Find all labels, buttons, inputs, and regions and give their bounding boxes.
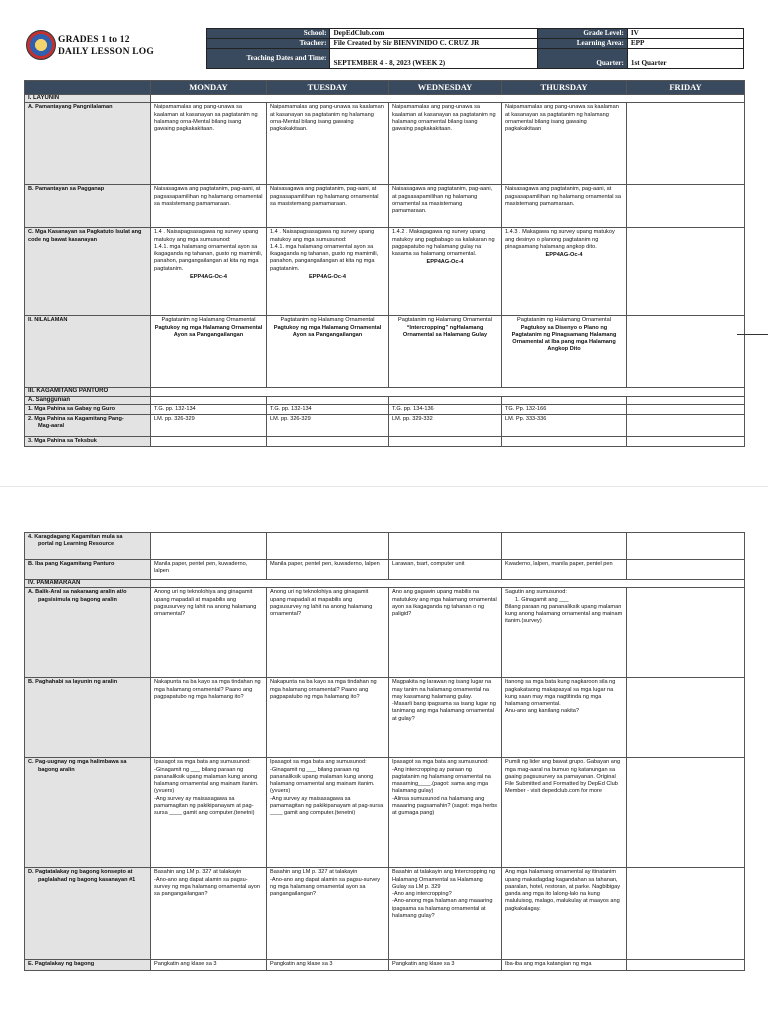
topic-title: Pagtatanim ng Halamang Ornamental <box>280 317 375 324</box>
cell-wednesday <box>389 533 502 560</box>
cell-friday <box>627 228 745 316</box>
cell-friday <box>627 758 745 868</box>
dates-label: Teaching Dates and Time: <box>207 49 330 69</box>
objective-text: 1.4.2 . Makagagawa ng survey upang matukoy ang pagbabago sa kalakaran ng pagpapatubo ng halamang gulay na kasama sa halamang ornamental. <box>392 229 495 258</box>
deped-seal-logo <box>26 30 56 60</box>
section-fill <box>151 580 745 588</box>
label-line-2: bagong aralin <box>38 766 75 773</box>
row-label <box>25 415 151 437</box>
cell-tuesday <box>267 396 389 404</box>
cell-tuesday: Naisasagawa ang pagtatanim, pag-aani, at pagsasapamilihan ng halamang ornamental sa masistemang pamamaraan. <box>267 185 389 228</box>
prompt-intro: Sagutin ang sumusunod: <box>505 589 567 596</box>
cell-tuesday <box>267 316 389 388</box>
cell-thursday: Iba-iba ang mga katangian ng mga <box>502 960 627 970</box>
objective-text: 1.4 . Naisapagsasagawa ng survey upang matukoy ang mga sumusunod: 1.4.1. mga halamang ornamental ayon sa ikagaganda ng tahanan, gusto ng mamimili, panahon, pangangailangan at kita ng mga pagtatanim. <box>154 229 263 272</box>
label-line-2: paglalahad ng bagong kasanayan #1 <box>38 876 136 883</box>
cell-friday <box>627 437 745 447</box>
cell-monday: T.G. pp. 132-134 <box>151 404 267 414</box>
cell-thursday: Naipamamalas ang pang-unawa sa kaalaman at kasanayan sa pagtatanim ng halamang ornamental bilang isang gawaing pagkakakitaan <box>502 103 627 185</box>
cell-tuesday <box>267 437 389 447</box>
cell-wednesday: Pangkatin ang klase sa 3 <box>389 960 502 970</box>
row-paghahabi <box>25 678 745 758</box>
label-line-1: 4. Karagdagang Kagamitan mula sa <box>28 534 123 540</box>
objective-text: 1.4.3 . Makagawa ng survey upang matukoy ang desinyo o planong pagtatanim ng pinagsamang halamang angkop dito. <box>505 229 615 250</box>
log-header <box>24 28 744 72</box>
cell-tuesday: Pangkatin ang klase sa 3 <box>267 960 389 970</box>
cell-monday <box>151 228 267 316</box>
row-label <box>25 868 151 960</box>
topic-title: Pagtatanim ng Halamang Ornamental <box>398 317 492 324</box>
cell-tuesday: LM. pp. 326-329 <box>267 415 389 437</box>
cell-monday <box>151 533 267 560</box>
area-label: Learning Area: <box>538 39 628 49</box>
cell-friday <box>627 678 745 758</box>
cell-friday <box>627 396 745 404</box>
row-label: E. Pagtalakay ng bagong <box>25 960 151 970</box>
day-friday: FRIDAY <box>627 81 745 95</box>
row-label <box>25 588 151 678</box>
cell-thursday: Kwaderno, lalpen, manila paper, pentel pen <box>502 560 627 580</box>
cell-thursday <box>502 588 627 678</box>
cell-monday: Pangkatin ang klase sa 3 <box>151 960 267 970</box>
cell-wednesday <box>389 228 502 316</box>
area-value: EPP <box>627 39 743 49</box>
topic-title: Pagtatanim ng Halamang Ornamental <box>161 317 256 324</box>
cell-tuesday: Naipamamalas ang pang-unawa sa kaalaman at kasanayan sa pagtatanim ng halamang orna-Mental bilang isang gawaing pagkakakitaan. <box>267 103 389 185</box>
stray-rule-line <box>737 334 768 335</box>
topic-subtitle: Pagtukoy sa Disenyo o Plano ng Pagtatanim ng Pinagsamang Halamang Ornamental at Iba pang mga Halamang Angkop Dito <box>511 324 617 353</box>
cell-friday <box>627 588 745 678</box>
page-break <box>0 486 768 529</box>
row-label: C. Mga Kasanayan sa Pagkatuto Isulat ang code ng bawat kasanayan <box>25 228 151 316</box>
topic-subtitle: Pagtukoy ng mga Halamang Ornamental Ayon sa Pangangailangan <box>154 324 263 338</box>
section-kagamitan <box>25 388 745 396</box>
cell-monday: Manila paper, pentel pen, kuwaderno, lalpen <box>151 560 267 580</box>
section-label: III. KAGAMITANG PANTURO <box>25 388 151 396</box>
section-pamamaraan <box>25 580 745 588</box>
cell-wednesday: Naipamamalas ang pang-unawa sa kaalaman at kasanayan sa pagtatanim ng halamang ornamental bilang isang gawaing pagkakakitaan. <box>389 103 502 185</box>
topic-subtitle: “Intercropping” ngHalamang Ornamental sa Halamang Gulay <box>402 324 488 338</box>
brand-line-2: DAILY LESSON LOG <box>58 47 154 57</box>
cell-monday: Naipamamalas ang pang-unawa sa kaalaman at kasanayan sa pagtatanim ng halamang orna-Mental bilang isang gawaing pagkakakitaan. <box>151 103 267 185</box>
cell-wednesday <box>389 437 502 447</box>
cell-tuesday: Ipasagot sa mga bata ang sumusunod: -Ginagamit ng ___ bilang paraan ng pananaliksik upang malaman kung anong halamang ornamental ang mainam itanim.(yvuers) -Ang survey ay maisasagawa sa pamamagitan ng pakikipanayam at pag-sursa ____ gamit ang computer.(tenetni) <box>267 758 389 868</box>
prompt-rest: Bilang paraan ng pananaliksik upang malaman kung anong halamang ornamental ang mainam itanim.(survey) <box>505 603 623 625</box>
header-info-table <box>206 28 744 69</box>
cell-friday <box>627 868 745 960</box>
label-line-1: A. Balik-Aral sa nakaraang aralin at/o <box>28 589 127 596</box>
cell-tuesday <box>267 533 389 560</box>
day-wednesday: WEDNESDAY <box>389 81 502 95</box>
section-fill <box>151 388 745 396</box>
section-label: IV. PAMAMARAAN <box>25 580 151 588</box>
label-line-1: 2. Mga Pahina sa Kagamitang Pang- <box>28 416 124 423</box>
section-fill <box>151 95 745 103</box>
cell-tuesday: Basahin ang LM p. 327 at talakayin -Ano-ano ang dapat alamin sa pagsu-survey ng mga halamang ornamental ayon sa pangangailangan? <box>267 868 389 960</box>
row-label: II. NILALAMAN <box>25 316 151 388</box>
row-label: A. Sanggunian <box>25 396 151 404</box>
quarter-value: 1st Quarter <box>627 49 743 69</box>
cell-monday: Basahin ang LM p. 327 at talakayin -Ano-ano ang dapat alamin sa pagsu-survey ng mga halamang ornamental ayon sa pangangailangan? <box>151 868 267 960</box>
cell-wednesday: Naisasagawa ang pagtatanim, pag-aani, at pagsasapamilihan ng halamang ornamental sa masistemang pamamaraan. <box>389 185 502 228</box>
day-thursday: THURSDAY <box>502 81 627 95</box>
lesson-grid-part-2 <box>24 532 745 971</box>
row-label: B. Iba pang Kagamitang Panturo <box>25 560 151 580</box>
corner-cell <box>25 81 151 95</box>
cell-wednesday: Basahin at talakayin ang Intercropping ng Halamang Ornamental sa Halamang Gulay sa LM p. 329 -Ano ang intercropping? -Ano-anong mga halaman ang maaaring ipagsama sa halamang ornamental at halamang gulay? <box>389 868 502 960</box>
row-teksbuk <box>25 437 745 447</box>
competency-code: EPP4AG-Oc-4 <box>190 274 227 281</box>
row-balik-aral <box>25 588 745 678</box>
row-learning-resource <box>25 533 745 560</box>
cell-wednesday: Ano ang gagawin upang mabilis na matutukoy ang mga halamang ornamental ayon sa ikagaganda ng tahanan o ng paligid? <box>389 588 502 678</box>
cell-tuesday: Anong uri ng teknolohiya ang ginagamit upang mapadali at mapabilis ang pagsusurvey ng lahit na anong halamang ornamental? <box>267 588 389 678</box>
competency-code: EPP4AG-Oc-4 <box>309 274 346 281</box>
row-sanggunian <box>25 396 745 404</box>
school-value: DepEdClub.com <box>330 29 538 39</box>
cell-monday: Naisasagawa ang pagtatanim, pag-aani, at pagsasapamilihan ng halamang ornamental sa masistemang pamamaraan. <box>151 185 267 228</box>
cell-monday <box>151 316 267 388</box>
quarter-label: Quarter: <box>538 49 628 69</box>
cell-wednesday <box>389 316 502 388</box>
cell-thursday <box>502 437 627 447</box>
cell-friday <box>627 404 745 414</box>
cell-friday <box>627 185 745 228</box>
row-label: B. Pamantayan sa Pagganap <box>25 185 151 228</box>
cell-monday: Nakapunta na ba kayo sa mga tindahan ng mga halamang ornamental? Paano ang pagpapatubo ng mga halamang ito? <box>151 678 267 758</box>
numbered-item: 1. Ginagamit ang ___ <box>515 596 569 603</box>
cell-wednesday: Larawan, tsart, computer unit <box>389 560 502 580</box>
grade-value: IV <box>627 29 743 39</box>
day-tuesday: TUESDAY <box>267 81 389 95</box>
row-mag-aaral <box>25 415 745 437</box>
competency-code: EPP4AG-Oc-4 <box>545 252 583 259</box>
cell-monday <box>151 396 267 404</box>
day-monday: MONDAY <box>151 81 267 95</box>
cell-monday: Anong uri ng teknolohiya ang ginagamit upang mapadali at mapabilis ang pagsusurvey ng lahit na anong halamang ornamental? <box>151 588 267 678</box>
row-iba-pang-kagamitan <box>25 560 745 580</box>
cell-monday: Ipasagot sa mga bata ang sumusunod: -Ginagamit ng ___ bilang paraan ng pananaliksik upang malaman kung anong halamang ornamental ang mainam itanim.(yvuers) -Ang survey ay maisasagawa sa pamamagitan ng pakikipanayam at pag-sursa ____ gamit ang computer.(tenetni) <box>151 758 267 868</box>
grade-label: Grade Level: <box>538 29 628 39</box>
cell-friday <box>627 960 745 970</box>
row-pag-uugnay <box>25 758 745 868</box>
cell-wednesday: LM. pp. 329-332 <box>389 415 502 437</box>
topic-subtitle: Pagtukoy ng mga Halamang Ornamental Ayon sa Pangangailangan <box>273 324 382 338</box>
cell-thursday: Pumili ng lider ang bawat grupo. Gabayan ang mga mag-aaral na bumuo ng katanungan sa gaaing pagsusurvey sa pamayanan. Original File Submitted and Formatted by DepEd Club Member - visit depedclub.com for more <box>502 758 627 868</box>
topic-title: Pagtatanim ng Halamang Ornamental <box>517 317 611 324</box>
label-line-1: D. Pagtatalakay ng bagong konsepto at <box>28 869 133 876</box>
label-line-1: C. Pag-uugnay ng mga halimbawa sa <box>28 759 127 766</box>
cell-thursday: Itanong sa mga bata kung nagkaroon sila ng pagkakataong makapasyal sa mga lugar na kung saan may mga nagtitinda ng mga halamang ornamental. Anu-ano ang kanilang nakita? <box>502 678 627 758</box>
log-title <box>58 34 154 58</box>
cell-thursday <box>502 316 627 388</box>
row-nilalaman <box>25 316 745 388</box>
brand-line-1: GRADES 1 to 12 <box>58 35 130 45</box>
row-pagtatalakay <box>25 868 745 960</box>
cell-friday <box>627 533 745 560</box>
row-pagganap <box>25 185 745 228</box>
dates-value: SEPTEMBER 4 - 8, 2023 (WEEK 2) <box>330 49 538 69</box>
row-label: 1. Mga Pahina sa Gabay ng Guro <box>25 404 151 414</box>
label-line-2: pagsisimula ng bagong aralin <box>38 596 117 603</box>
cell-wednesday <box>389 396 502 404</box>
cell-thursday: TG. Pp. 132-166 <box>502 404 627 414</box>
cell-friday <box>627 415 745 437</box>
school-label: School: <box>207 29 330 39</box>
cell-tuesday: Manila paper, pentel pen, kuwaderno, lalpen <box>267 560 389 580</box>
section-label: I. LAYUNIN <box>25 95 151 103</box>
cell-thursday <box>502 396 627 404</box>
cell-friday <box>627 560 745 580</box>
lesson-grid-part-1 <box>24 80 745 447</box>
row-label: B. Paghahabi sa layunin ng aralin <box>25 678 151 758</box>
cell-friday <box>627 316 745 388</box>
cell-thursday: LM. Pp. 333-336 <box>502 415 627 437</box>
row-label <box>25 758 151 868</box>
page-two <box>0 528 768 1024</box>
cell-monday: LM. pp. 326-329 <box>151 415 267 437</box>
cell-monday <box>151 437 267 447</box>
row-gabay <box>25 404 745 414</box>
cell-thursday: Ang mga halamang ornamental ay itinatanim upang makadagdag kagandahan sa tahanan, paaralan, hotel, restoran, at parke. Nagbibigay ganda ang mga ito lalong-lalo na kung maluluisog, malago, malukulay at maayos ang pagkakalagay. <box>502 868 627 960</box>
cell-thursday <box>502 228 627 316</box>
row-label <box>25 533 151 560</box>
row-pangnilalaman <box>25 103 745 185</box>
label-line-2: Mag-aaral <box>38 423 65 430</box>
row-label: 3. Mga Pahina sa Teksbuk <box>25 437 151 447</box>
row-kasanayan <box>25 228 745 316</box>
cell-tuesday <box>267 228 389 316</box>
competency-code: EPP4AG-Oc-4 <box>426 259 464 266</box>
section-layunin <box>25 95 745 103</box>
cell-friday <box>627 103 745 185</box>
cell-wednesday: Magpakita ng larawan ng isang lugar na may tanim na halamang ornamental na may kasamang halamang gulay. -Masarli bang ipagsama sa isang lugar ng tanimang ang mga halamang ornamental at gulay? <box>389 678 502 758</box>
teacher-label: Teacher: <box>207 39 330 49</box>
page-one <box>0 0 768 486</box>
teacher-value: File Created by Sir BIENVINIDO C. CRUZ JR <box>330 39 538 49</box>
label-line-2: portal ng Learning Resource <box>38 541 115 548</box>
row-label: A. Pamantayang Pangnilalaman <box>25 103 151 185</box>
cell-thursday: Naisasagawa ang pagtatanim, pag-aani, at pagsasapamilihan ng halamang ornamental sa masistemang pamamaraan. <box>502 185 627 228</box>
cell-tuesday: Nakapunta na ba kayo sa mga tindahan ng mga halamang ornamental? Paano ang pagpapatubo ng mga halamang ito? <box>267 678 389 758</box>
cell-wednesday: Ipasagot sa mga bata ang sumusunod: -Ang intercropping ay paraan ng pagtatanim ng halamang ornamental na masarning____.(pagot: sama ang mga halamang gulay) -Alinsa sumusunod na halamang ang maaaring pagsamahin? (sagot: mga herbs at gumaga pang) <box>389 758 502 868</box>
day-header-row <box>25 81 745 95</box>
objective-text: 1.4 . Naisapagsasagawa ng survey upang matukoy ang mga sumusunod: 1.4.1. mga halamang ornamental ayon sa ikagaganda ng tahanan, gusto ng mamimili, panahon, pangangailangan at kita ng mga pagtatanim. <box>270 229 379 272</box>
cell-tuesday: T.G. pp. 132-134 <box>267 404 389 414</box>
row-pagtalakay-2 <box>25 960 745 970</box>
cell-wednesday: T.G. pp. 134-136 <box>389 404 502 414</box>
cell-thursday <box>502 533 627 560</box>
